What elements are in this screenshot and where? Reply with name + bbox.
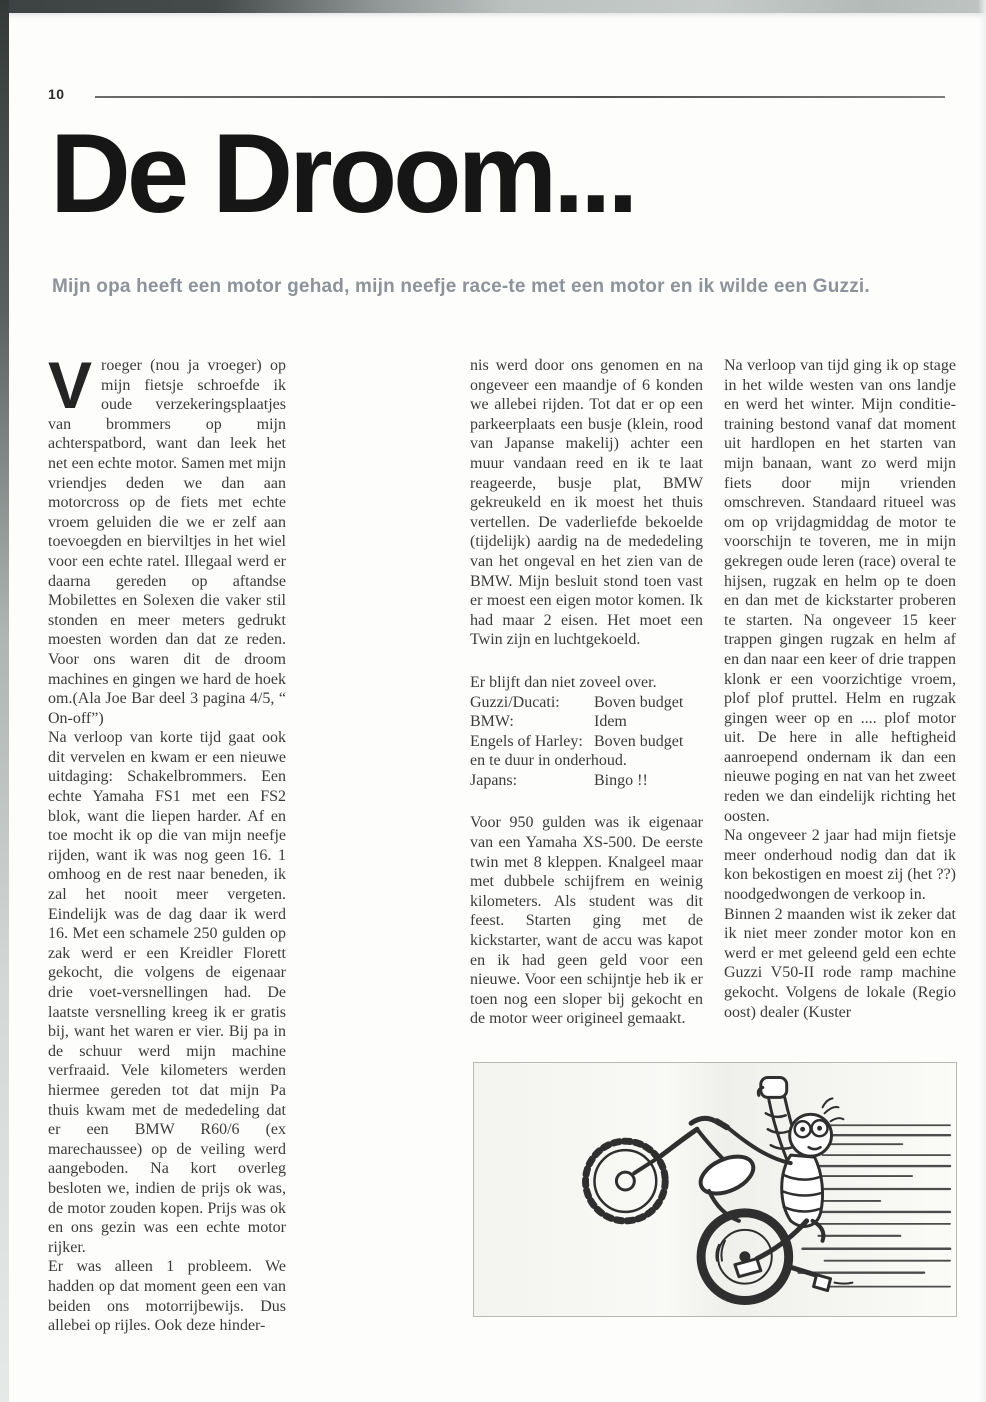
scan-edge-right [978,0,986,1402]
budget-list-row [470,771,703,791]
front-wheel [586,1141,666,1221]
paragraph-text: roeger (nou ja vroeger) op mijn fietsje schroefde ik oude verzekeringsplaatjes van brommers op mijn achterspatbord, want dan leek het net een echte motor. Samen met mijn vriendjes deden we dan aan motorcross op de fiets met echte vroem geluiden die we er zelf aan toevoegden en bierviltjes in het wiel voor een echte ratel. Illegaal werd er daarna gereden op aftandse Mobilettes en Solexen die vaker stil stonden en meer meters gedrukt moesten worden dan dat ze reden. Voor ons waren dit de droom machines en gingen we hard de hoek om.(Ala Joe Bar deel 3 pagina 4/5, “ On-off”) [48,357,286,727]
body-paragraph: Er was alleen 1 probleem. We hadden op dat moment geen een van beiden ons motorrijbewijs. Dus allebei op rijles. Ook deze hinder- [48,1258,286,1335]
body-paragraph: nis werd door ons genomen en na ongeveer een maandje of 6 konden we allebei rijden. Tot dat er op een parkeerplaats een busje (klein, rood van Japanse makelij) achter een muur vandaan reed en ik te laat reageerde, busje plat, BMW gekreukeld en ik moest het thuis vertellen. De vaderliefde bekoelde (tijdelijk) aardig na de mededeling van het ongeval en het zien van de BMW. Mijn besluit stond toen vast er moest een eigen motor komen. Ik had maar 2 eisen. Het moet een Twin zijn en luchtgekoeld. [470,357,703,649]
budget-intro: Er blijft dan niet zoveel over. [470,673,657,691]
budget-list-row [470,751,703,771]
article-title: De Droom... [50,111,635,236]
body-paragraph: Voor 950 gulden was ik eigenaar van een Yamaha XS-500. De eerste twin met 8 kleppen. Knalgeel maar met dubbele schijfrem en weinig kilometers. Als student was dit feest. Starten ging met de kickstarter, want de accu was kapot en ik had geen geld voor een nieuwe. Voor een schijntje heb ik er toen nog een sloper bij gekocht en de motor weer origineel gemaakt. [470,814,703,1028]
budget-list-row [470,673,703,693]
text-column-1 [48,348,286,1336]
body-paragraph [48,348,286,728]
budget-list-row [470,693,703,713]
text-column-3 [724,356,956,1022]
body-paragraph: Na verloop van tijd ging ik op stage in het wilde westen van ons landje en werd het winter. Mijn conditie- training bestond vanaf dat moment uit hardlopen en het starten van mijn banaan, want zo werd mijn fiets door mijn vrienden omschreven. Standaard ritueel was om op vrijdagmiddag de motor te voorschijn te toveren, me in mijn gekregen oude leren (race) overal te hijsen, rugzak en helm op te doen en dan met de kickstarter proberen te starten. Na ongeveer 15 keer trappen gingen rugzak en helm af en dan naar een keer of drie trappen klonk er een voorzichtige vroem, plof plof pruttel. Helm en rugzak gingen weer op en .... plof motor uit. De here in alle heftigheid aanroepend ondernam ik dan een nieuwe poging en nat van het zweet reden we dan eindelijk richting het oosten. [724,357,956,825]
scan-edge-left [0,0,9,1402]
budget-value: Boven budget [594,732,684,750]
article-subtitle: Mijn opa heeft een motor gehad, mijn neefje race-te met een motor en ik wilde een Guzzi. [52,276,870,297]
header-rule [95,96,945,98]
scan-edge-top-shadow [0,13,986,19]
budget-value: Bingo !! [594,771,648,789]
motorcycle-wheelie-cartoon [474,1063,956,1316]
body-paragraph: Na verloop van korte tijd gaat ook dit vervelen en kwam er een nieuwe uitdaging: Schakelbrommers. Een echte Yamaha FS1 met een FS2 blok, want die liepen harder. Af en toe mocht ik op die van mijn neefje rijden, want ik was nog geen 16. 1 omhoog en de rest naar beneden, ik zal het nooit meer vergeten. Eindelijk was de dag daar ik werd 16. Met een schamele 250 gulden op zak werd er een Kreidler Florett gekocht, die volgens de eigenaar drie voet-versnellingen had. De laatste versnelling kreeg ik er gratis bij, want het waren er vier. Bij pa in de schuur werd mijn machine verfraaid. Vele kilometers werden hiermee gereden tot dat mijn Pa thuis kwam met de mededeling dat er een BMW R60/6 (ex marechaussee) op de veiling werd aangeboden. Na kort overleg besloten we, indien de prijs ok was, de motor zouden kopen. Prijs was ok en ons gezin was een echte motor rijker. [48,729,286,1256]
budget-label: Engels of Harley: [470,732,583,750]
drop-cap: V [48,348,93,422]
budget-value: Idem [594,713,627,731]
body-paragraph: Na ongeveer 2 jaar had mijn fietsje meer onderhoud nodig dan dat ik kon bekostigen en moest zij (het ??) noodgedwongen de verkoop in. [724,827,956,904]
budget-list-row [470,712,703,732]
budget-listing [470,673,703,791]
body-paragraph: Binnen 2 maanden wist ik zeker dat ik niet meer zonder motor kon en werd er met geleend geld een echte Guzzi V50-II rode ramp machine gekocht. Volgens de lokale (Regio oost) dealer (Kuster [724,905,956,1021]
budget-label: BMW: [470,713,514,731]
budget-continuation: en te duur in onderhoud. [470,752,627,770]
rear-wheel [701,1213,789,1301]
budget-value: Boven budget [594,693,684,711]
budget-list-row [470,732,703,752]
text-column-2 [470,356,703,1029]
budget-label: Japans: [470,771,518,789]
cartoon-illustration-frame [473,1062,957,1317]
budget-label: Guzzi/Ducati: [470,693,560,711]
scan-edge-top [0,0,986,13]
page-number: 10 [48,86,65,102]
